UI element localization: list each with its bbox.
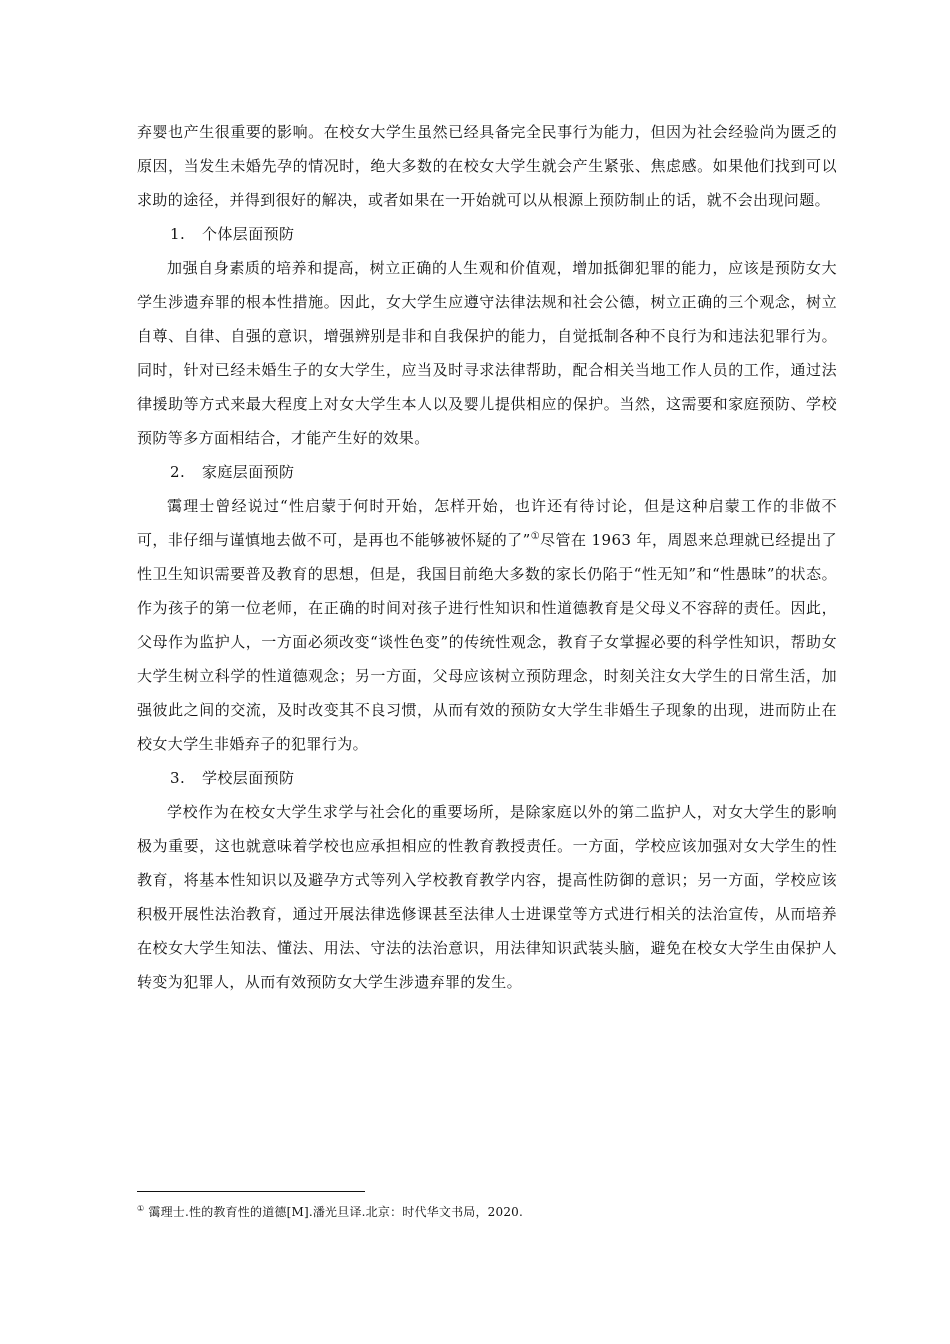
section-number: 3. [170, 769, 186, 787]
paragraph-individual: 加强自身素质的培养和提高，树立正确的人生观和价值观，增加抵御犯罪的能力，应该是预防女大学生涉遗弃罪的根本性措施。因此，女大学生应遵守法律法规和社会公德，树立正确的三个观念，树立自尊、自律、自强的意识，增强辨别是非和自我保护的能力，自觉抵制各种不良行为和违法犯罪行为。同时，针对已经未婚生子的女大学生，应当及时寻求法律帮助，配合相关当地工作人员的工作，通过法律援助等方式来最大程度上对女大学生本人以及婴儿提供相应的保护。当然，这需要和家庭预防、学校预防等多方面相结合，才能产生好的效果。 [137, 259, 837, 447]
paragraph-school: 学校作为在校女大学生求学与社会化的重要场所，是除家庭以外的第二监护人，对女大学生的影响极为重要，这也就意味着学校也应承担相应的性教育教授责任。一方面，学校应该加强对女大学生的性教育，将基本性知识以及避孕方式等列入学校教育教学内容，提高性防御的意识；另一方面，学校应该积极开展性法治教育，通过开展法律选修课甚至法律人士进课堂等方式进行相关的法治宣传，从而培养在校女大学生知法、懂法、用法、守法的法治意识，用法律知识武装头脑，避免在校女大学生由保护人转变为犯罪人，从而有效预防女大学生涉遗弃罪的发生。 [137, 803, 837, 991]
paragraph-intro: 弃婴也产生很重要的影响。在校女大学生虽然已经具备完全民事行为能力，但因为社会经验尚为匮乏的原因，当发生未婚先孕的情况时，绝大多数的在校女大学生就会产生紧张、焦虑感。如果他们找到可以求助的途径，并得到很好的解决，或者如果在一开始就可以从根源上预防制止的话，就不会出现问题。 [137, 123, 837, 209]
paragraph-family-part2: 尽管在 1963 年，周恩来总理就已经提出了性卫生知识需要普及教育的思想，但是，我国目前绝大多数的家长仍陷于“性无知”和“性愚昧”的状态。作为孩子的第一位老师，在正确的时间对孩子进行性知识和性道德教育是父母义不容辞的责任。因此，父母作为监护人，一方面必须改变“谈性色变”的传统性观念，教育子女掌握必要的科学性知识，帮助女大学生树立科学的性道德观念；另一方面，父母应该树立预防理念，时刻关注女大学生的日常生活，加强彼此之间的交流，及时改变其不良习惯，从而有效的预防女大学生非婚生子现象的出现，进而防止在校女大学生非婚弃子的犯罪行为。 [137, 531, 838, 753]
document-body [137, 115, 837, 999]
paragraph-family [137, 489, 837, 761]
footnote [137, 1203, 837, 1221]
section-heading-school [137, 761, 837, 795]
footnote-mark: ① [137, 1204, 145, 1213]
section-number: 1. [170, 225, 186, 243]
section-number: 2. [170, 463, 186, 481]
paragraph-family-part1: 霭理士曾经说过“性启蒙于何时开始，怎样开始，也许还有待讨论，但是这种启蒙工作的非做不可，非仔细与谨慎地去做不可，是再也不能够被怀疑的了” [137, 497, 837, 549]
footnote-text: 霭理士.性的教育性的道德[M].潘光旦译.北京：时代华文书局，2020. [148, 1205, 524, 1219]
section-heading-individual [137, 217, 837, 251]
footnote-divider [137, 1191, 365, 1192]
section-title: 个体层面预防 [202, 225, 295, 243]
footnote-reference[interactable]: ① [530, 531, 541, 542]
section-heading-family [137, 455, 837, 489]
section-title: 学校层面预防 [202, 769, 295, 787]
section-title: 家庭层面预防 [202, 463, 295, 481]
